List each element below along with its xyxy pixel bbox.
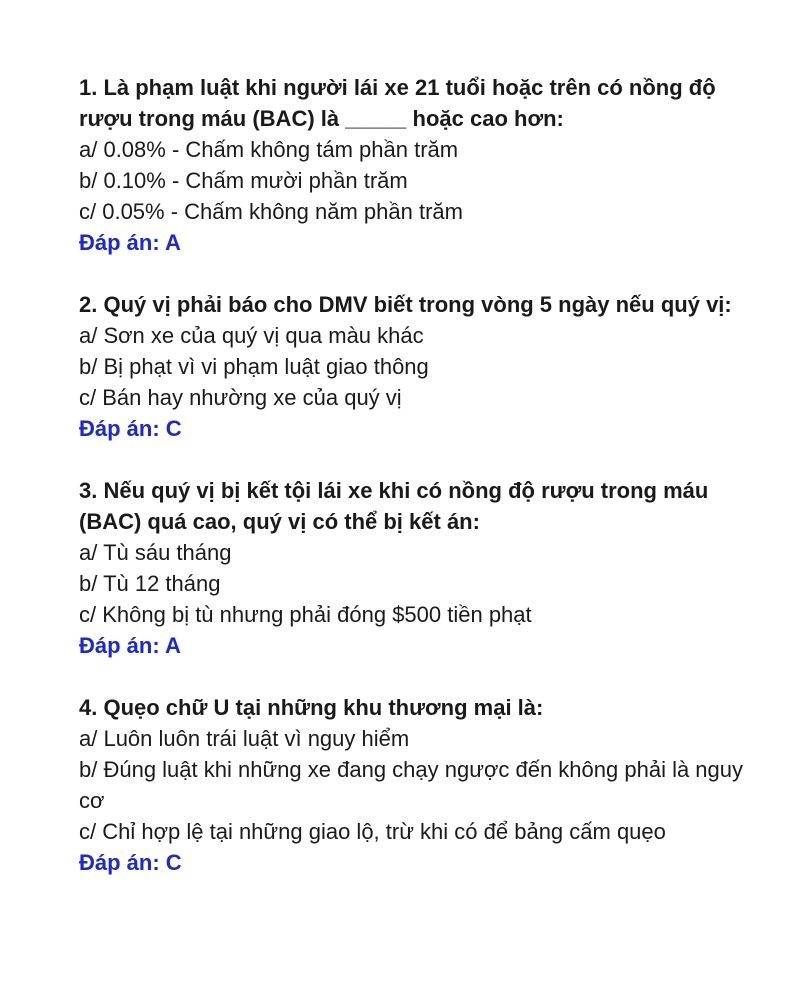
question-text: 2. Quý vị phải báo cho DMV biết trong vòng 5 ngày nếu quý vị:: [79, 292, 732, 317]
option-c: c/ Chỉ hợp lệ tại những giao lộ, trừ khi có để bảng cấm quẹo: [79, 819, 666, 844]
option-b: b/ Bị phạt vì vi phạm luật giao thông: [79, 354, 429, 379]
question-text: 3. Nếu quý vị bị kết tội lái xe khi có nồng độ rượu trong máu (BAC) quá cao, quý vị có thể bị kết án:: [79, 478, 709, 534]
option-c: c/ 0.05% - Chấm không năm phần trăm: [79, 199, 463, 224]
question-text: 4. Quẹo chữ U tại những khu thương mại là:: [79, 695, 544, 720]
question-2: [79, 289, 769, 444]
answer-label: Đáp án: C: [79, 416, 182, 441]
option-c: c/ Không bị tù nhưng phải đóng $500 tiền phạt: [79, 602, 532, 627]
question-4: [79, 692, 769, 878]
option-a: a/ Sơn xe của quý vị qua màu khác: [79, 323, 424, 348]
answer-label: Đáp án: C: [79, 850, 182, 875]
question-3: [79, 475, 769, 661]
option-b: b/ 0.10% - Chấm mười phần trăm: [79, 168, 408, 193]
question-1: [79, 72, 769, 258]
option-a: a/ 0.08% - Chấm không tám phần trăm: [79, 137, 459, 162]
option-a: a/ Tù sáu tháng: [79, 540, 232, 565]
answer-label: Đáp án: A: [79, 230, 181, 255]
answer-label: Đáp án: A: [79, 633, 181, 658]
option-a: a/ Luôn luôn trái luật vì nguy hiểm: [79, 726, 410, 751]
option-c: c/ Bán hay nhường xe của quý vị: [79, 385, 402, 410]
question-text: 1. Là phạm luật khi người lái xe 21 tuổi hoặc trên có nồng độ rượu trong máu (BAC) là _____ hoặc cao hơn:: [79, 75, 716, 131]
option-b: b/ Tù 12 tháng: [79, 571, 221, 596]
quiz-document: [79, 72, 769, 909]
option-b: b/ Đúng luật khi những xe đang chạy ngược đến không phải là nguy cơ: [79, 757, 744, 813]
